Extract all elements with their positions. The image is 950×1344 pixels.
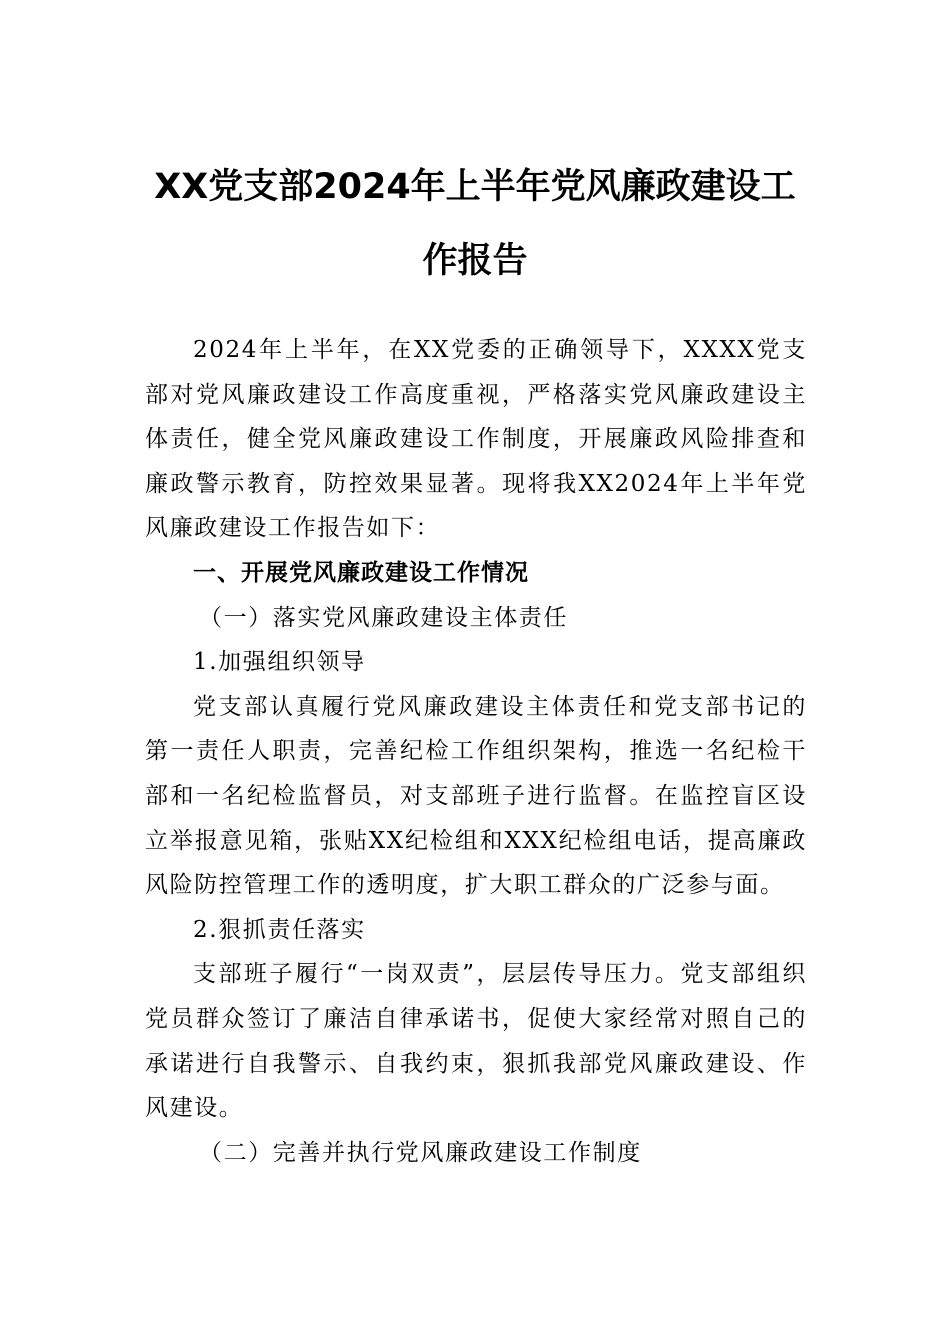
- subsection-2-heading: （二）完善并执行党风廉政建设工作制度: [199, 1139, 642, 1166]
- subsection-1-heading: （一）落实党风廉政建设主体责任: [199, 604, 568, 631]
- document-title: XX党支部2024年上半年党风廉政建设工作报告: [154, 167, 796, 281]
- intro-paragraph: 2024年上半年，在XX党委的正确领导下，XXXX党支部对党风廉政建设工作高度重视，严格落实党风廉政建设主体责任，健全党风廉政建设工作制度，开展廉政风险排查和廉政警示教育，防控效果显著。现将我XX2024年上半年党风廉政建设工作报告如下：: [145, 337, 807, 542]
- item-1-paragraph: 党支部认真履行党风廉政建设主体责任和党支部书记的第一责任人职责，完善纪检工作组织架构，推选一名纪检干部和一名纪检监督员，对支部班子进行监督。在监控盲区设立举报意见箱，张贴XX纪检组和XXX纪检组电话，提高廉政风险防控管理工作的透明度，扩大职工群众的广泛参与面。: [145, 693, 807, 899]
- section-1-heading: 一、开展党风廉政建设工作情况: [193, 559, 529, 586]
- item-2-paragraph: 支部班子履行“一岗双责”，层层传导压力。党支部组织党员群众签订了廉洁自律承诺书，促使大家经常对照自己的承诺进行自我警示、自我约束，狠抓我部党风廉政建设、作风建设。: [145, 961, 807, 1122]
- document-body: [145, 328, 807, 1175]
- item-2-heading: 2.狠抓责任落实: [193, 916, 366, 943]
- item-1-heading: 1.加强组织领导: [193, 649, 366, 676]
